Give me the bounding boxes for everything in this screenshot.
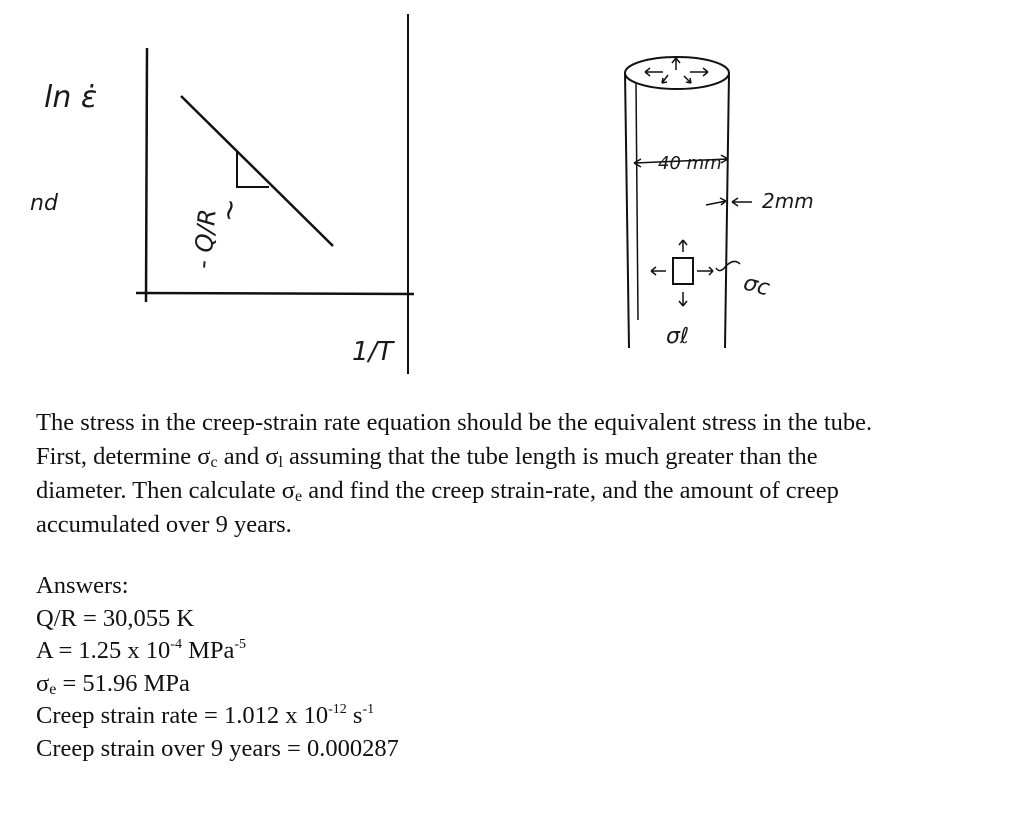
pressure-arrows-icon (645, 58, 708, 83)
sigma-e-subscript: e (295, 488, 303, 505)
paragraph-line-2 (36, 440, 996, 474)
line1-text: The stress in the creep-strain rate equation should be the equivalent stress in the tube. (36, 409, 873, 436)
line2a-text: First, determine (36, 443, 192, 470)
thickness-arrows-icon (706, 198, 752, 206)
stress-element-arrows-icon (651, 240, 713, 306)
hand-drawn-sketches (0, 0, 1024, 380)
problem-paragraph (36, 406, 996, 542)
answer-q-over-r: Q/R = 30,055 K (36, 604, 195, 632)
a-unit-exponent: -5 (234, 637, 247, 652)
sigma-e-answer-symbol: σ (36, 669, 50, 697)
leader-line (716, 261, 740, 270)
longitudinal-stress-label: σℓ (666, 324, 690, 349)
tube-inner-wall (636, 82, 638, 320)
sigma-e-answer-value: = 51.96 MPa (56, 669, 190, 697)
slope-label: - Q/R (188, 207, 222, 270)
answers-heading: Answers: (36, 572, 129, 599)
sigma-e-symbol: σ (281, 477, 296, 504)
rate-value: Creep strain rate = 1.012 x 10 (36, 702, 329, 729)
rate-unit: s (346, 702, 363, 729)
and-text: and (223, 443, 260, 470)
a-exponent: -4 (170, 637, 182, 652)
tube-left-wall (625, 73, 629, 348)
a-unit: MPa (181, 637, 235, 664)
answer-creep-rate (36, 700, 399, 733)
y-axis-label: ln ε̇ (44, 80, 98, 115)
rate-exponent: -12 (328, 702, 347, 717)
sigma-l-subscript: l (278, 454, 283, 471)
answers-block (36, 570, 399, 765)
line3a-text: diameter. Then calculate (36, 477, 276, 504)
plot-x-axis (136, 293, 414, 294)
paragraph-line-4 (36, 508, 996, 542)
rate-unit-exponent: -1 (362, 702, 375, 717)
line4-text: accumulated over 9 years. (36, 511, 292, 538)
a-value: A = 1.25 x 10 (36, 637, 171, 664)
tube-right-wall (725, 73, 729, 348)
sigma-l-symbol: σ (265, 443, 279, 470)
diameter-label: 40 mm (658, 153, 722, 174)
circumferential-stress-label: σc (740, 270, 773, 302)
stress-element-square (673, 258, 693, 284)
slope-symbol: ~ (210, 195, 248, 225)
margin-fragment: nd (30, 191, 58, 216)
line2b-text: assuming that the tube length is much greater than the (289, 443, 818, 470)
sketch-canvas (0, 0, 1024, 380)
tube-top-ellipse (625, 57, 729, 89)
thickness-label: 2mm (762, 189, 814, 213)
line3b-text: and find the creep strain-rate, and the amount of creep (308, 477, 839, 504)
sigma-c-symbol: σ (197, 443, 211, 470)
plot-y-axis (146, 48, 147, 302)
sigma-c-subscript: c (210, 454, 218, 471)
sigma-e-answer-subscript: e (49, 680, 57, 698)
paragraph-line-1 (36, 406, 996, 440)
x-axis-label: 1/T (352, 337, 394, 367)
answer-sigma-e (36, 668, 399, 701)
answer-a (36, 635, 399, 668)
answer-creep-strain: Creep strain over 9 years = 0.000287 (36, 734, 399, 762)
paragraph-line-3 (36, 474, 996, 508)
